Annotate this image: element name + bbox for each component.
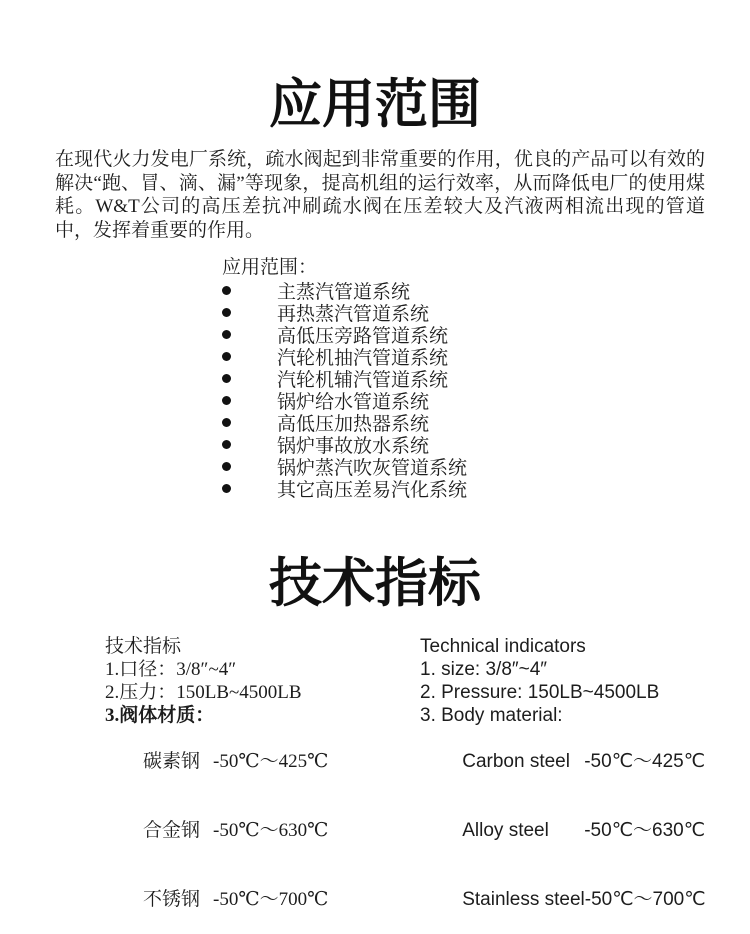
material-range: -50℃～425℃ — [584, 750, 706, 772]
spec-en-body-material: 3. Body material: — [420, 704, 563, 726]
application-item-label: 主蒸汽管道系统 — [277, 281, 411, 303]
spec-en-header: Technical indicators — [420, 635, 586, 657]
application-list-section — [222, 257, 750, 499]
material-name: Stainless steel — [462, 888, 585, 910]
application-item-label: 其它高压差易汽化系统 — [277, 479, 468, 501]
spec-column-en — [420, 635, 706, 934]
bullet-icon — [222, 396, 231, 405]
spec-en-material-row — [420, 727, 706, 796]
list-item — [222, 477, 750, 499]
bullet-icon — [222, 286, 231, 295]
material-range: -50℃～700℃ — [584, 888, 706, 910]
application-list-header: 应用范围： — [222, 257, 318, 279]
bullet-icon — [222, 484, 231, 493]
application-item-label: 再热蒸汽管道系统 — [277, 303, 430, 325]
application-list — [222, 279, 750, 499]
material-range: -50℃～700℃ — [213, 888, 329, 910]
spec-zh-material-row — [105, 865, 420, 934]
application-paragraph: 在现代火力发电厂系统，疏水阀起到非常重要的作用，优良的产品可以有效的解决“跑、冒、滴、漏”等现象，提高机组的运行效率，从而降低电厂的使用煤耗。W&T公司的高压差抗冲刷疏水阀在压差较大及汽液两相流出现的管道中，发挥着重要的作用。 — [55, 149, 705, 241]
bullet-icon — [222, 418, 231, 427]
bullet-icon — [222, 374, 231, 383]
application-item-label: 锅炉事故放水系统 — [277, 435, 430, 457]
application-item-label: 高低压加热器系统 — [277, 413, 430, 435]
spec-zh-material-row — [105, 796, 420, 865]
bullet-icon — [222, 352, 231, 361]
spec-en-pressure: 2. Pressure: 150LB~4500LB — [420, 681, 660, 703]
spec-en-material-row — [420, 796, 706, 865]
material-name: Alloy steel — [462, 819, 549, 841]
material-range: -50℃～630℃ — [213, 819, 329, 841]
spec-zh-header: 技术指标 — [105, 635, 182, 657]
material-name: 合金钢 — [143, 819, 201, 841]
application-item-label: 锅炉蒸汽吹灰管道系统 — [277, 457, 468, 479]
material-range: -50℃～630℃ — [584, 819, 706, 841]
bullet-icon — [222, 440, 231, 449]
material-range: -50℃～425℃ — [213, 750, 329, 772]
application-item-label: 汽轮机抽汽管道系统 — [277, 347, 449, 369]
spec-en-material-row — [420, 865, 706, 934]
spec-column-zh — [105, 635, 420, 934]
application-section-title: 应用范围 — [269, 76, 481, 134]
bullet-icon — [222, 330, 231, 339]
spec-zh-material-row — [105, 727, 420, 796]
material-name: 不锈钢 — [143, 888, 201, 910]
material-name: Carbon steel — [462, 750, 570, 772]
material-name: 碳素钢 — [143, 750, 201, 772]
application-item-label: 锅炉给水管道系统 — [277, 391, 430, 413]
application-item-label: 汽轮机辅汽管道系统 — [277, 369, 449, 391]
spec-en-size: 1. size: 3/8″~4″ — [420, 658, 547, 680]
bullet-icon — [222, 308, 231, 317]
spec-zh-body-material: 3.阀体材质： — [105, 704, 215, 726]
spec-zh-size: 1.口径：3/8″~4″ — [105, 658, 237, 680]
spec-zh-pressure: 2.压力：150LB~4500LB — [105, 681, 302, 703]
application-item-label: 高低压旁路管道系统 — [277, 325, 449, 347]
spec-columns — [105, 635, 750, 934]
specs-section-title: 技术指标 — [269, 555, 481, 614]
bullet-icon — [222, 462, 231, 471]
